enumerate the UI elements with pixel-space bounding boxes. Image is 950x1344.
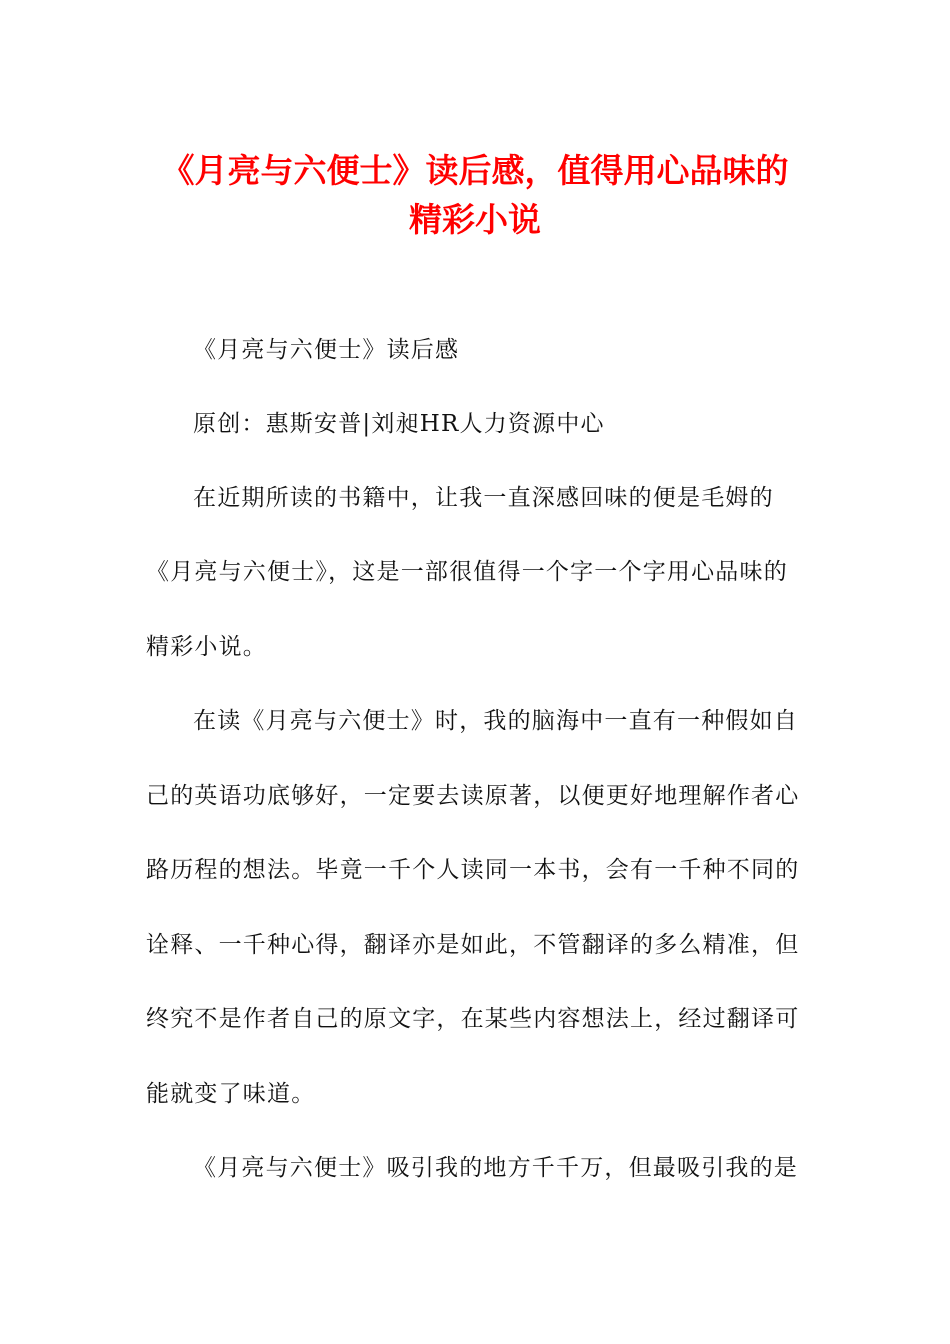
paragraph-line: 路历程的想法。毕竟一千个人读同一本书，会有一千种不同的 xyxy=(146,857,800,883)
paragraph-line: 终究不是作者自己的原文字，在某些内容想法上，经过翻译可 xyxy=(146,1006,800,1032)
paragraph-line: 在读《月亮与六便士》时，我的脑海中一直有一种假如自 xyxy=(193,708,798,734)
paragraph-line: 《月亮与六便士》，这是一部很值得一个字一个字用心品味的 xyxy=(146,559,788,585)
author-line: 原创：惠斯安普|刘昶HR人力资源中心 xyxy=(193,411,605,437)
subtitle: 《月亮与六便士》读后感 xyxy=(193,337,460,363)
paragraph-line: 《月亮与六便士》吸引我的地方千千万，但最吸引我的是 xyxy=(193,1155,798,1181)
paragraph-line: 能就变了味道。 xyxy=(146,1081,316,1107)
paragraph-line: 诠释、一千种心得，翻译亦是如此，不管翻译的多么精准，但 xyxy=(146,932,800,958)
paragraph-line: 精彩小说。 xyxy=(146,634,267,660)
document-title-line-1: 《月亮与六便士》读后感，值得用心品味的 xyxy=(161,151,789,190)
document-title-line-2: 精彩小说 xyxy=(409,200,541,239)
paragraph-line: 在近期所读的书籍中，让我一直深感回味的便是毛姆的 xyxy=(193,485,774,511)
paragraph-line: 己的英语功底够好，一定要去读原著，以便更好地理解作者心 xyxy=(146,783,800,809)
